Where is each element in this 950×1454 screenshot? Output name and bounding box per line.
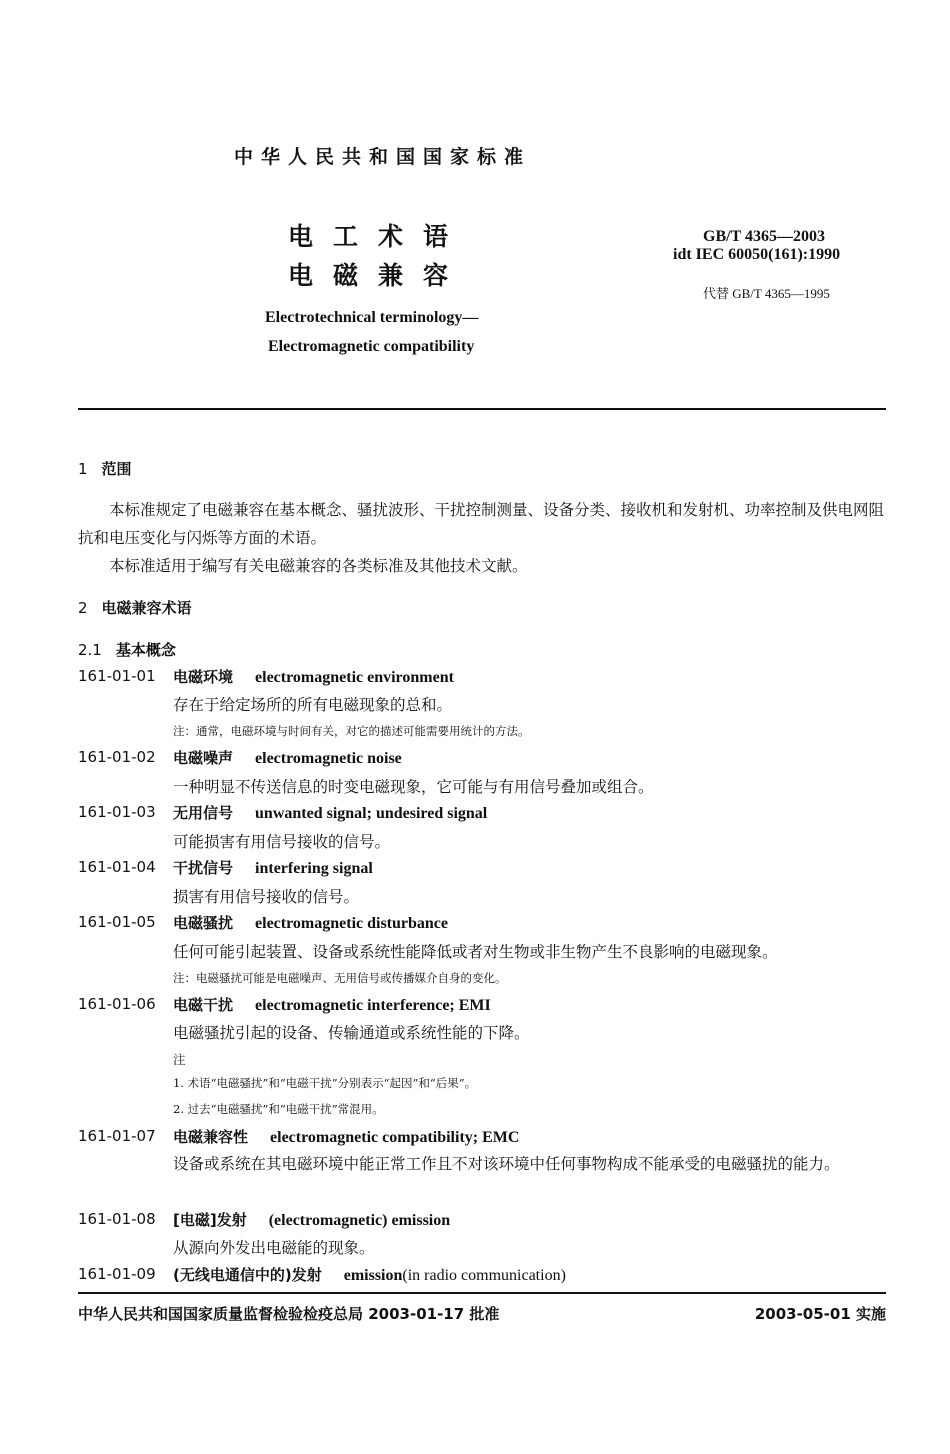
term-cn: 电磁噪声: [173, 749, 234, 767]
section-1-heading: [78, 458, 132, 479]
term-cn: 电磁骚扰: [173, 914, 234, 932]
term-cn: [电磁]发射: [173, 1211, 247, 1229]
footer-implementation: 2003-05-01 实施: [754, 1305, 886, 1323]
term-en: electromagnetic interference; EMI: [255, 997, 491, 1014]
footer-approval: 中华人民共和国国家质量监督检验检疫总局 2003-01-17 批准: [78, 1305, 500, 1323]
term-id: 161-01-04: [78, 858, 156, 876]
term-id: 161-01-08: [78, 1210, 156, 1228]
subsection-2-1-heading: [78, 639, 176, 660]
section-1-number: 1: [78, 460, 88, 478]
title-cn-line2: 电磁兼容: [288, 261, 469, 290]
term-heading: [173, 747, 402, 768]
term-id: 161-01-02: [78, 748, 156, 766]
term-note-item: 1. 术语“电磁骚扰”和“电磁干扰”分别表示“起因”和“后果”。: [173, 1076, 477, 1090]
term-heading: [173, 1126, 519, 1147]
term-heading: [173, 994, 491, 1015]
term-heading: [173, 1264, 566, 1285]
section-1-paragraph-2: 本标准适用于编写有关电磁兼容的各类标准及其他技术文献。: [109, 557, 528, 575]
term-en: (electromagnetic) emission: [268, 1212, 451, 1229]
section-2-heading: [78, 597, 192, 618]
section-1-paragraph-1: 本标准规定了电磁兼容在基本概念、骚扰波形、干扰控制测量、设备分类、接收机和发射机、功率控制及供电网阻抗和电压变化与闪烁等方面的术语。: [78, 501, 885, 547]
term-definition: 电磁骚扰引起的设备、传输通道或系统性能的下降。: [173, 1024, 530, 1042]
term-en: electromagnetic environment: [255, 669, 454, 686]
standard-replaces: 代替 GB/T 4365—1995: [703, 286, 830, 301]
term-cn: (无线电通信中的)发射: [173, 1266, 322, 1284]
header-rule: [78, 408, 886, 410]
title-en-line2: Electromagnetic compatibility: [268, 338, 475, 355]
term-en-suffix: (in radio communication): [402, 1267, 566, 1284]
term-en: emission: [343, 1267, 403, 1284]
term-en: interfering signal: [255, 860, 373, 877]
term-definition: 可能损害有用信号接收的信号。: [173, 833, 391, 851]
term-id: 161-01-05: [78, 913, 156, 931]
term-definition: 从源向外发出电磁能的现象。: [173, 1239, 375, 1257]
term-cn: 电磁兼容性: [173, 1128, 249, 1146]
term-id: 161-01-09: [78, 1265, 156, 1283]
term-note-heading: 注: [173, 1052, 186, 1067]
term-cn: 电磁环境: [173, 668, 234, 686]
term-definition: 损害有用信号接收的信号。: [173, 888, 360, 906]
term-cn: 无用信号: [173, 804, 234, 822]
term-cn: 电磁干扰: [173, 996, 234, 1014]
subsection-2-1-number: 2.1: [78, 641, 102, 659]
term-note: 注：电磁骚扰可能是电磁噪声、无用信号或传播媒介自身的变化。: [173, 971, 507, 985]
section-2-title: 电磁兼容术语: [101, 599, 192, 617]
term-heading: [173, 912, 448, 933]
term-heading: [173, 666, 454, 687]
term-id: 161-01-06: [78, 995, 156, 1013]
term-en: electromagnetic compatibility; EMC: [270, 1129, 520, 1146]
term-id: 161-01-01: [78, 667, 156, 685]
title-en-line1: Electrotechnical terminology—: [265, 309, 479, 326]
term-note: 注：通常，电磁环境与时间有关，对它的描述可能需要用统计的方法。: [173, 724, 530, 738]
footer-rule: [78, 1292, 886, 1294]
term-heading: [173, 802, 487, 823]
title-cn-line1: 电工术语: [288, 222, 469, 251]
term-definition: 任何可能引起装置、设备或系统性能降低或者对生物或非生物产生不良影响的电磁现象。: [173, 943, 778, 961]
term-note-item: 2. 过去“电磁骚扰”和“电磁干扰”常混用。: [173, 1102, 384, 1116]
term-en: unwanted signal; undesired signal: [255, 805, 488, 822]
term-id: 161-01-07: [78, 1127, 156, 1145]
standard-number: GB/T 4365—2003: [703, 228, 825, 245]
term-definition: 存在于给定场所的所有电磁现象的总和。: [173, 696, 453, 714]
national-standard-heading: 中华人民共和国国家标准: [233, 146, 531, 168]
term-en: electromagnetic disturbance: [255, 915, 449, 932]
term-heading: [173, 857, 373, 878]
term-definition: 一种明显不传送信息的时变电磁现象，它可能与有用信号叠加或组合。: [173, 778, 654, 796]
term-cn: 干扰信号: [173, 859, 234, 877]
standard-idt: idt IEC 60050(161):1990: [673, 246, 841, 263]
term-id: 161-01-03: [78, 803, 156, 821]
subsection-2-1-title: 基本概念: [115, 641, 176, 659]
section-2-number: 2: [78, 599, 88, 617]
term-definition: 设备或系统在其电磁环境中能正常工作且不对该环境中任何事物构成不能承受的电磁骚扰的能力。: [173, 1155, 840, 1173]
section-1-title: 范围: [101, 460, 132, 478]
term-en: electromagnetic noise: [255, 750, 402, 767]
term-heading: [173, 1209, 450, 1230]
